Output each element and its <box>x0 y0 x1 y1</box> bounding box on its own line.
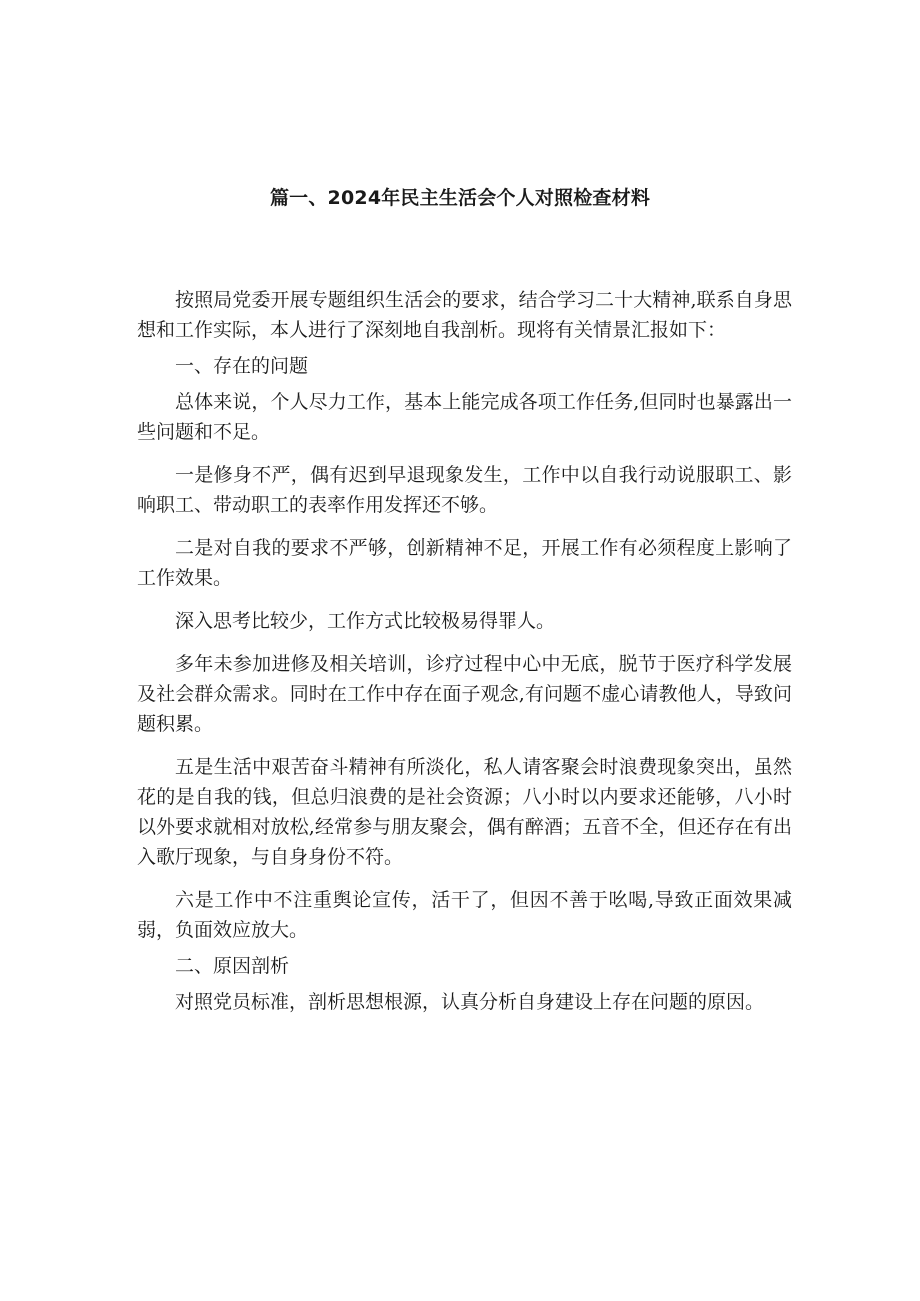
paragraph: 六是工作中不注重舆论宣传，活干了，但因不善于吆喝,导致正面效果减弱，负面效应放大。 <box>137 889 792 941</box>
paragraph: 二是对自我的要求不严够，创新精神不足，开展工作有必须程度上影响了工作效果。 <box>137 537 792 589</box>
paragraph: 一是修身不严，偶有迟到早退现象发生，工作中以自我行动说服职工、影响职工、带动职工的表率作用发挥还不够。 <box>137 464 792 516</box>
document-body <box>137 285 792 1017</box>
paragraph: 总体来说，个人尽力工作，基本上能完成各项工作任务,但同时也暴露出一些问题和不足。 <box>137 391 792 443</box>
section-heading-problems: 一、存在的问题 <box>175 355 309 377</box>
paragraph: 深入思考比较少，工作方式比较极易得罪人。 <box>175 610 556 632</box>
intro-paragraph: 按照局党委开展专题组织生活会的要求，结合学习二十大精神,联系自身思想和工作实际，本人进行了深刻地自我剖析。现将有关情景汇报如下： <box>137 289 792 341</box>
document-title: 篇一、2024年民主生活会个人对照检查材料 <box>269 187 651 209</box>
paragraph: 对照党员标准，剖析思想根源，认真分析自身建设上存在问题的原因。 <box>175 991 765 1013</box>
section-heading-causes: 二、原因剖析 <box>175 955 290 977</box>
paragraph: 五是生活中艰苦奋斗精神有所淡化，私人请客聚会时浪费现象突出，虽然花的是自我的钱，但总归浪费的是社会资源；八小时以内要求还能够，八小时以外要求就相对放松,经常参与朋友聚会，偶有醉酒；五音不全，但还存在有出入歌厅现象，与自身身份不符。 <box>137 756 792 868</box>
paragraph: 多年未参加进修及相关培训，诊疗过程中心中无底，脱节于医疗科学发展及社会群众需求。同时在工作中存在面子观念,有问题不虚心请教他人，导致问题积累。 <box>137 653 792 735</box>
